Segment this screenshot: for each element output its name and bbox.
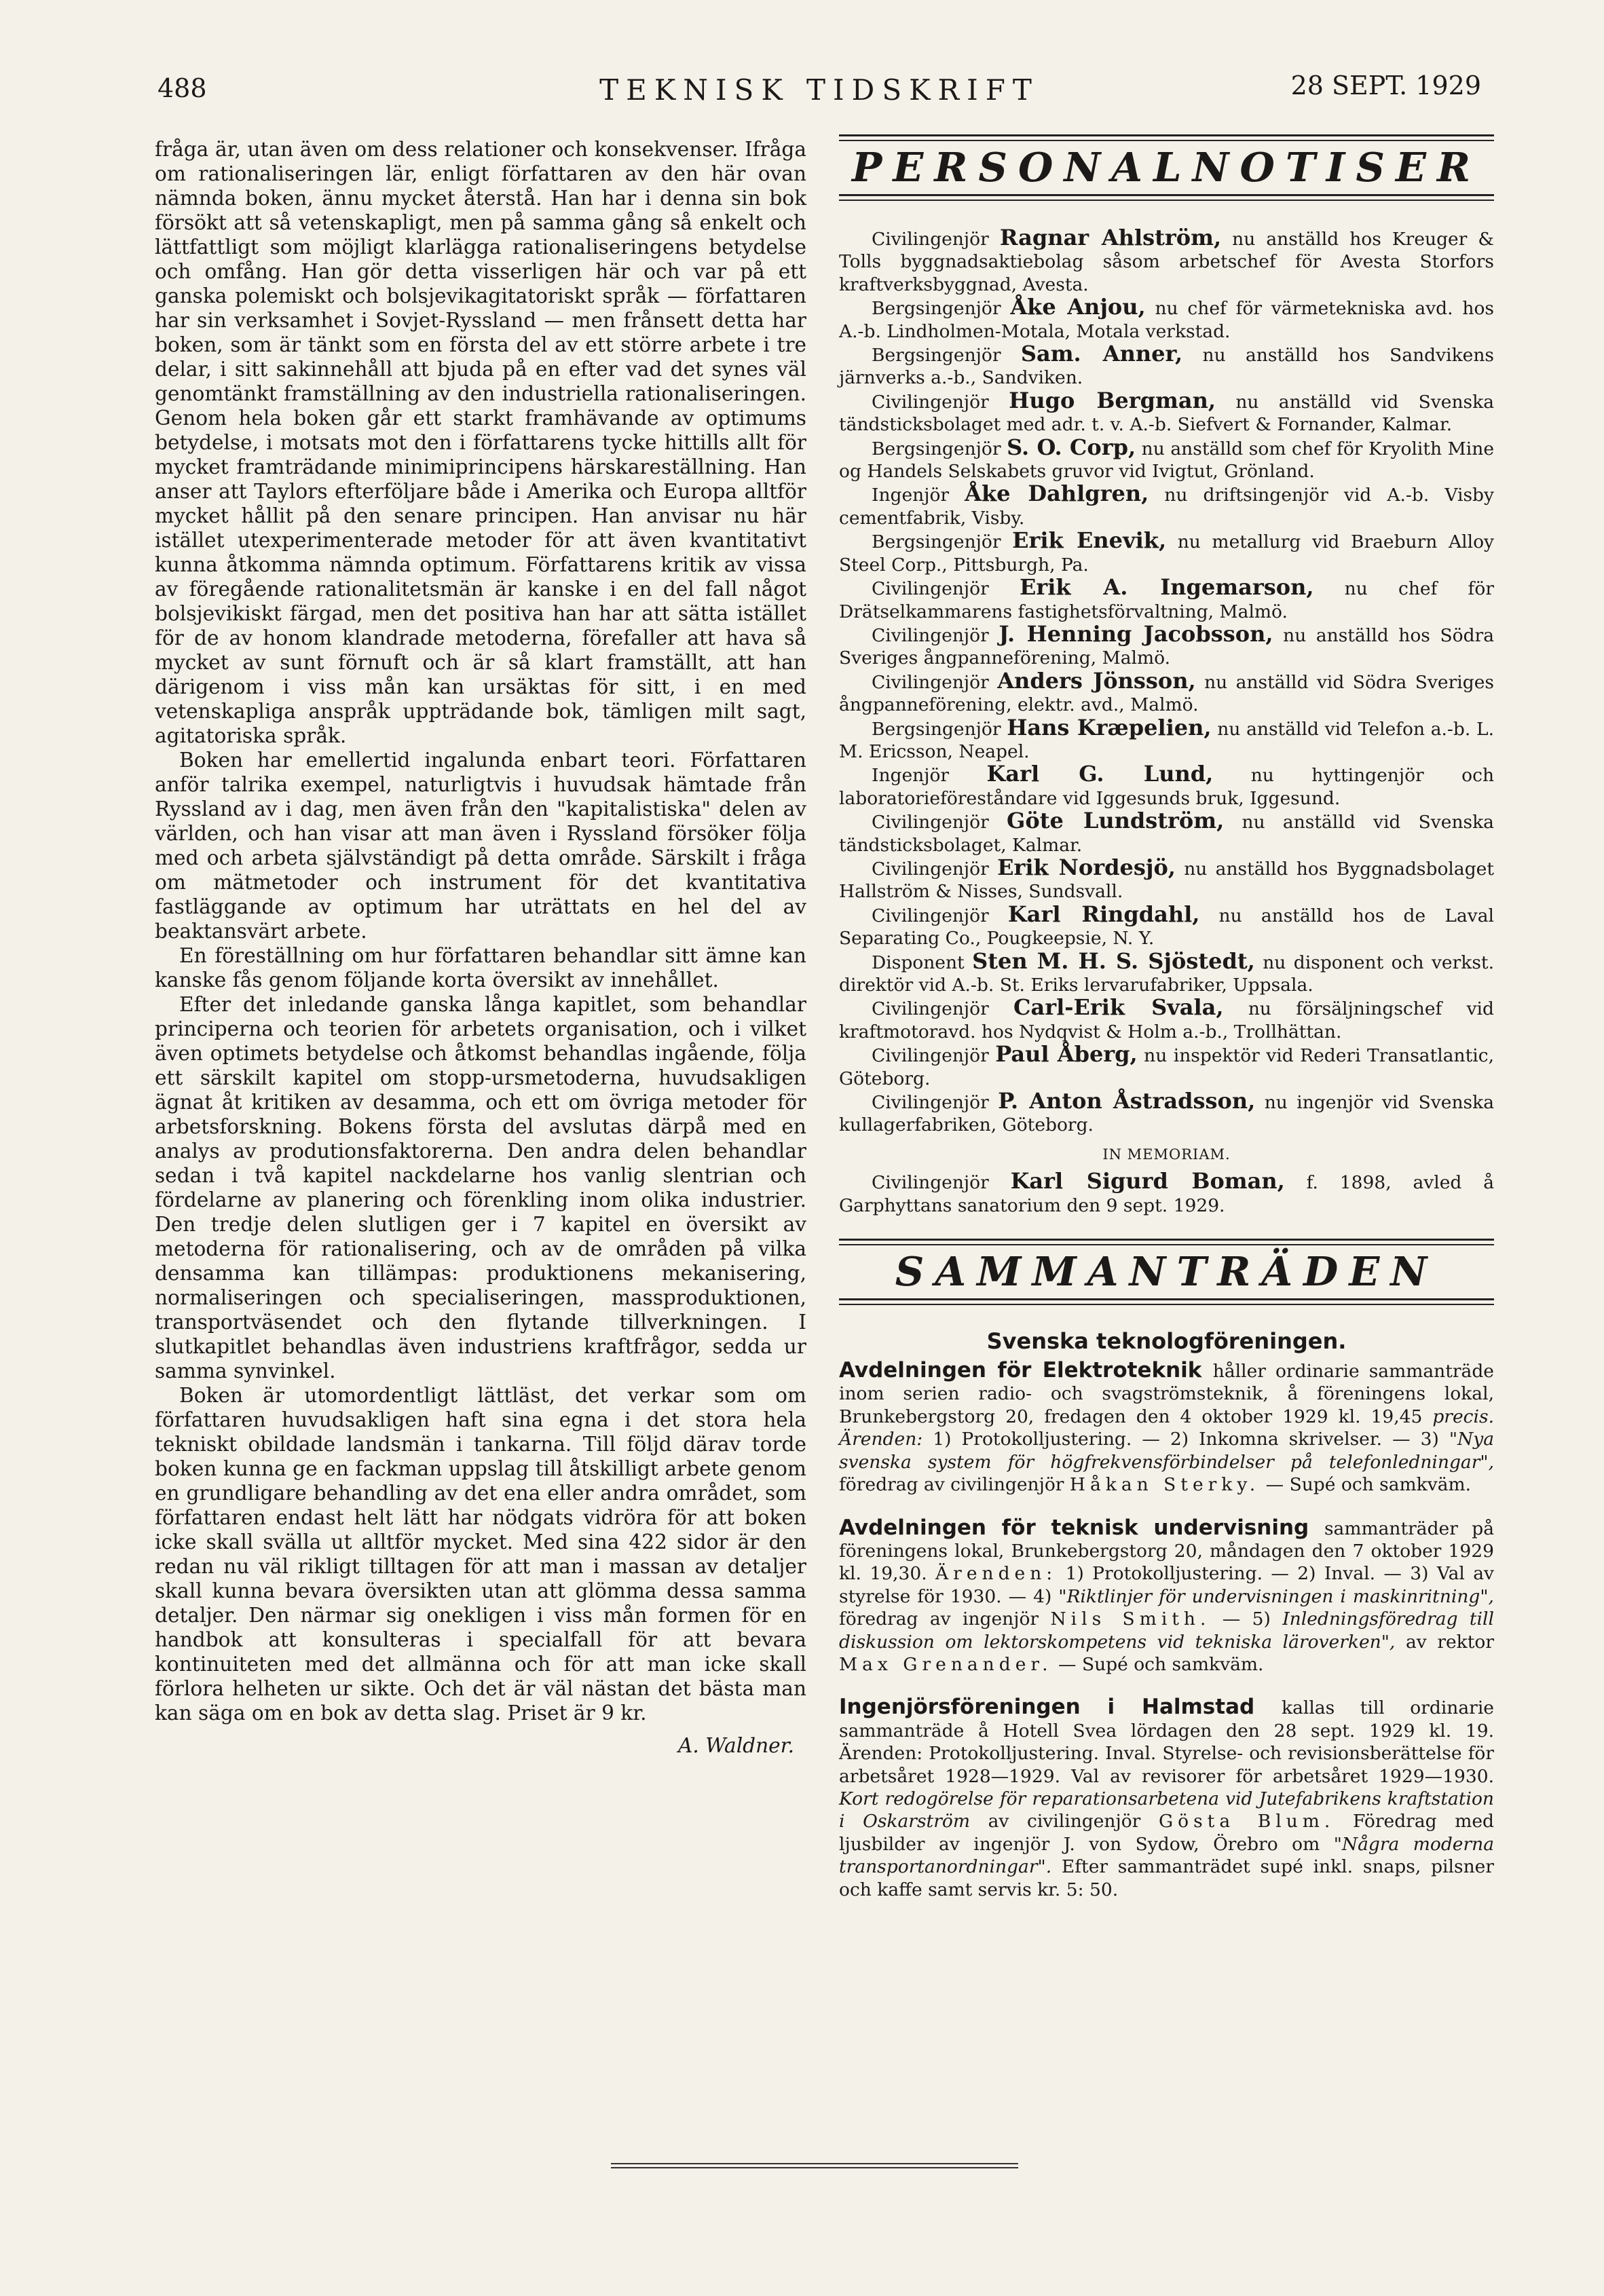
society-title: Svenska teknologföreningen. <box>986 1328 1347 1355</box>
personnel-notice-list <box>839 227 1494 1137</box>
meeting-text: Ärenden: <box>935 1563 1058 1585</box>
notice-name: Erik A. Ingemarson, <box>1019 574 1314 601</box>
notice-name: Erik Nordesjö, <box>997 854 1176 880</box>
heading-rule <box>839 194 1494 201</box>
heading-rule <box>839 134 1494 141</box>
notice-name: Ragnar Ahlström, <box>999 225 1222 250</box>
notice-title: Civilingenjör <box>872 1092 999 1114</box>
notice-name: Sam. Anner, <box>1020 341 1183 367</box>
notice-title: Civilingenjör <box>872 578 1020 600</box>
notice-title: Bergsingenjör <box>872 438 1007 459</box>
notice-text: nu disponent och verkst. direktör vid A.-b. St. Eriks lervarufabriker, Uppsala. <box>839 952 1494 996</box>
notice-title: Civilingenjör <box>872 998 1014 1020</box>
review-paragraph: En föreställning om hur författaren behandlar sitt ämne kan kanske fås genom följande korta översikt av innehållet. <box>155 944 806 992</box>
notice-name: J. Henning Jacobsson, <box>999 620 1273 647</box>
personnel-notice <box>839 854 1494 903</box>
personalnotiser-heading: PERSONALNOTISER <box>852 144 1481 191</box>
meeting-text: — 5) <box>1210 1608 1283 1630</box>
personnel-notice <box>839 227 1494 296</box>
meeting-text: — Supé och samkväm. <box>1260 1474 1472 1496</box>
notice-text: nu anställd hos Sandvikens järnverks a.-b., Sandviken. <box>839 345 1495 389</box>
review-paragraph: Boken har emellertid ingalunda enbart teori. Författaren anför talrika exempel, naturligtvis i huvudsak hämtade från Ryssland av i dag, men även från den "kapitalistiska" delen av världen, och han visar att man även i Ryssland försöker följa med och arbeta självständigt på detta område. Särskilt i fråga om mätmetoder och instrument för det kvantitativa fastläggande av optimum har uträttats en hel del av beaktansvärt arbete. <box>155 749 806 943</box>
notice-title: Disponent <box>872 952 973 973</box>
sammantraden-heading: SAMMANTRÄDEN <box>895 1248 1438 1296</box>
meeting-text: Max Grenander. <box>839 1653 1053 1675</box>
personnel-notice <box>839 436 1494 483</box>
notice-title: Civilingenjör <box>872 229 1000 250</box>
right-column <box>839 134 1494 1921</box>
meeting-organizer: Avdelningen för teknisk undervisning <box>839 1515 1324 1540</box>
notice-text: nu anställd vid Svenska tändsticksbolaget med adr. t. v. A.-b. Siefvert & Fornander, Kalmar. <box>839 391 1494 436</box>
review-paragraph: Boken är utomordentligt lättläst, det verkar som om författaren huvudsakligen haft sina egna i det stora hela tekniskt obildade landsmän i tankarna. Till följd därav torde boken kunna ge en fackman uppslag till åtskilligt arbete genom en grundligare behandling av det ena eller andra området, som författaren endast helt lätt har nödgats vidröra för att boken icke skall svälla ut alltför mycket. Med sina 422 sidor är den redan nu väl rikligt tilltagen för att man i massan av detaljer skall kunna bevara översikten utan att glömma dessa samma detaljer. Den närmar sig onekligen i viss mån formen för en handbok att konsulteras i specialfall för att bevara kontinuiteten med det allmänna och för att man icke skall förlora helheten ur sikte. Och det är väl nästan det bästa man kan säga om en bok av detta slag. Priset är 9 kr. <box>155 1384 806 1725</box>
meeting-organizer: Avdelningen för Elektroteknik <box>839 1358 1213 1383</box>
notice-text: nu anställd hos de Laval Separating Co., Pougkeepsie, N. Y. <box>839 905 1494 949</box>
notice-title: Civilingenjör <box>872 1045 996 1067</box>
meeting-text: "Några moderna transportanordningar". <box>839 1833 1494 1878</box>
notice-name: Göte Lundström, <box>1007 808 1225 834</box>
personnel-notice <box>839 483 1494 529</box>
notice-text: nu ingenjör vid Svenska kullagerfabriken, Göteborg. <box>839 1092 1494 1136</box>
notice-name: Hans Kræpelien, <box>1007 714 1212 740</box>
in-memoriam-label: IN MEMORIAM. <box>1102 1146 1231 1163</box>
personnel-notice <box>839 529 1494 576</box>
notice-name: S. O. Corp, <box>1007 434 1136 460</box>
personnel-notice <box>839 667 1494 717</box>
personnel-notice <box>839 387 1494 436</box>
notice-text: nu försäljningschef vid kraftmotoravd. hos Nydqvist & Holm a.-b., Trollhättan. <box>839 998 1494 1042</box>
notice-text: nu anställd hos Södra Sveriges ångpanneförening, Malmö. <box>839 624 1494 669</box>
notice-text: nu chef för värmetekniska avd. hos A.-b. Lindholmen-Motala, Motala verkstad. <box>839 298 1494 342</box>
meeting-text: Kort redogörelse för reparationsarbetena vid Jutefabrikens kraftstation i Oskarström <box>839 1788 1494 1832</box>
meeting-text: håller ordinarie sammanträde inom serien radio- och svagströmsteknik, å föreningens lokal, Brunkebergstorg 20, fredagen den 4 oktober 1929 kl. 19,45 <box>839 1361 1494 1427</box>
notice-text: nu anställd hos Kreuger & Tolls byggnadsaktiebolag såsom arbetschef för Avesta Storfors kraftverksbyggnad, Avesta. <box>839 229 1495 295</box>
notice-text: nu anställd som chef för Kryolith Mine og Handels Selskabets gruvor vid Ivigtut, Grönland. <box>839 438 1495 483</box>
meeting-text: 1) Protokolljustering. — 2) Inkomna skrivelser. — 3) <box>922 1429 1449 1450</box>
notice-name: Sten M. H. S. Sjöstedt, <box>972 947 1255 974</box>
personnel-notice <box>839 714 1494 764</box>
notice-text: nu chef för Drätselkammarens fastighetsförvaltning, Malmö. <box>839 578 1494 622</box>
notice-title: Civilingenjör <box>872 671 998 693</box>
notice-title: Civilingenjör <box>872 624 999 646</box>
memoriam-title: Civilingenjör <box>872 1172 1011 1194</box>
heading-rule <box>839 1239 1494 1245</box>
notice-text: nu metallurg vid Braeburn Alloy Steel Corp., Pittsburgh, Pa. <box>839 531 1494 576</box>
meeting-text: Inledningsföredrag till diskussion om lektorskompetens vid tekniska läroverken", <box>839 1608 1494 1653</box>
journal-title: TEKNISK TIDSKRIFT <box>599 73 1039 107</box>
notice-text: nu inspektör vid Rederi Transatlantic, Göteborg. <box>839 1045 1494 1089</box>
notice-title: Ingenjör <box>872 765 987 787</box>
memoriam-entry <box>839 1170 1494 1217</box>
notice-text: nu hyttingenjör och laboratorieföreståndare vid Iggesunds bruk, Iggesund. <box>839 765 1495 809</box>
meeting-text: 1) Protokolljustering. — 2) Inval. — 3) Val av styrelse för 1930. — 4) <box>839 1563 1495 1607</box>
notice-title: Ingenjör <box>872 485 965 506</box>
notice-title: Civilingenjör <box>872 905 1008 926</box>
review-paragraph: fråga är, utan även om dess relationer och konsekvenser. Ifråga om rationaliseringen lär, enligt författaren av den här ovan nämnda boken, ännu mycket återstå. Han har i denna sin bok försökt att så vetenskapligt, men på samma gång så enkelt och lättfattligt som möjligt klarlägga rationaliseringens betydelse och omfång. Han gör detta visserligen här och var på ett ganska polemiskt och bolsjevikagitatoriskt språk — författaren har sin verksamhet i Sovjet-Ryssland — men frånsett detta har boken, som är tänkt som en första del av ett större arbete i tre delar, i sitt sakinnehåll att bjuda på en efter vad det synes väl genomtänkt framställning av den industriella rationaliseringen. Genom hela boken går ett starkt framhävande av optimums betydelse, i motsats mot den i författarens tycke hittills allt för mycket framträdande minimiprincipens härskareställning. Han anser att Taylors efterföljare både i Amerika och Europa alltför mycket hållit på den senare principen. Han anvisar nu här istället utexperimenterade metoder för att även kvantitativt kunna åtkomma nämnda optimum. Författarens kritik av vissa av föregående rationalitetsmän är kanske i en del fall något bolsjevikiskt färgad, men det positiva han har att sätta istället för de av honom klandrade metoderna, förefaller att hava så mycket av sunt förnuft och är så klart framställt, att han därigenom i viss mån kan ursäktas för sitt, i en med vetenskapliga anspråk uppträdande bok, tämligen milt sagt, agitatoriska språk. <box>155 138 806 747</box>
meeting-text: Håkan Sterky. <box>1069 1474 1261 1496</box>
personnel-notice <box>839 1043 1494 1090</box>
notice-name: Erik Enevik, <box>1012 527 1167 554</box>
notice-text: nu anställd vid Telefon a.-b. L. M. Ericsson, Neapel. <box>839 718 1494 762</box>
closing-rule <box>611 2163 1018 2168</box>
meeting-text: av civilingenjör <box>969 1811 1159 1832</box>
notice-title: Civilingenjör <box>872 858 998 880</box>
book-review-column <box>155 137 806 1758</box>
meeting-text: av rektor <box>1395 1631 1495 1653</box>
meeting-notice <box>839 1696 1494 1901</box>
notice-name: Karl G. Lund, <box>986 761 1214 787</box>
meeting-text: kallas till ordinarie sammanträde å Hotell Svea lördagen den 28 sept. 1929 kl. 19. Ärenden: Protokolljustering. Inval. Styrelse- och revisionsberättelse för arbetsåret 1928—1929. Val av revisorer för arbetsåret 1929—1930. <box>839 1697 1494 1787</box>
personnel-notice <box>839 763 1494 810</box>
issue-date: 28 SEPT. 1929 <box>1290 71 1481 100</box>
memoriam-text: f. 1898, avled å Garphyttans sanatorium den 9 sept. 1929. <box>839 1172 1494 1216</box>
meeting-text: föredrag av ingenjör <box>839 1608 1051 1630</box>
notice-name: Åke Dahlgren, <box>965 481 1149 507</box>
personnel-notice <box>839 296 1494 343</box>
notice-title: Bergsingenjör <box>872 531 1013 553</box>
heading-rule <box>839 1298 1494 1305</box>
sammantraden-section <box>839 1239 1494 1901</box>
notice-title: Bergsingenjör <box>872 718 1007 740</box>
memoriam-name: Karl Sigurd Boman, <box>1010 1168 1285 1194</box>
meeting-text: sammanträder på föreningens lokal, Brunkebergstorg 20, måndagen den 7 oktober 1929 kl. 19,30. <box>839 1518 1494 1585</box>
meeting-text: Nils Smith. <box>1050 1608 1211 1630</box>
page-header <box>157 68 1481 115</box>
meeting-text: Föredrag med ljusbilder av ingenjör J. von Sydow, Örebro om <box>839 1811 1494 1855</box>
notice-text: nu anställd hos Byggnadsbolaget Hallström & Nisses, Sundsvall. <box>839 858 1494 903</box>
notice-text: nu driftsingenjör vid A.-b. Visby cementfabrik, Visby. <box>839 485 1494 529</box>
meeting-organizer: Ingenjörsföreningen i Halmstad <box>839 1695 1282 1720</box>
notice-name: Paul Åberg, <box>995 1041 1138 1068</box>
meeting-notice <box>839 1517 1494 1676</box>
meeting-text: föredrag av civilingenjör <box>839 1474 1070 1496</box>
personnel-notice <box>839 903 1494 950</box>
notice-title: Bergsingenjör <box>872 345 1021 366</box>
notice-name: Åke Anjou, <box>1010 294 1146 320</box>
meeting-list <box>839 1359 1494 1901</box>
personnel-notice <box>839 343 1494 390</box>
notice-title: Civilingenjör <box>872 812 1007 833</box>
notice-title: Bergsingenjör <box>872 298 1011 320</box>
review-signature: A. Waldner. <box>678 1734 794 1757</box>
notice-name: Karl Ringdahl, <box>1007 901 1200 927</box>
notice-title: Civilingenjör <box>872 391 1009 413</box>
notice-text: nu anställd vid Södra Sveriges ångpanneförening, elektr. avd., Malmö. <box>839 671 1494 716</box>
notice-name: Carl-Erik Svala, <box>1013 994 1224 1021</box>
meeting-text: precis. Ärenden: <box>839 1406 1494 1450</box>
personnel-notice <box>839 947 1494 997</box>
personnel-notice <box>839 576 1494 623</box>
personnel-notice <box>839 620 1494 670</box>
personnel-notice <box>839 1090 1494 1137</box>
notice-name: Hugo Bergman, <box>1009 387 1216 413</box>
meeting-text: Efter sammanträdet supé inkl. snaps, pilsner och kaffe samt servis kr. 5: 50. <box>839 1856 1494 1900</box>
notice-name: Anders Jönsson, <box>997 667 1196 694</box>
meeting-notice <box>839 1359 1494 1496</box>
review-paragraph: Efter det inledande ganska långa kapitlet, som behandlar principerna och teorien för arbetets organisation, och i vilket även optimets betydelse och åtkomst behandlas ingående, följa ett särskilt kapitel om stopp-ursmetoderna, huvudsakligen ägnat åt kritiken av desamma, och ett om övriga metoder för arbetsforskning. Bokens första del avslutas därpå med en analys av produtionsfaktorerna. Den andra delen behandlar sedan i två kapitel nackdelarne hos vanlig slentrian och fördelarne av planering och förenkling inom olika industrier. Den tredje delen slutligen ger i 7 kapitel en översikt av metoderna för rationalisering, och av de områden på vilka densamma kan tillämpas: produktionens mekanisering, normaliseringen och specialiseringen, massproduktionen, transportväsendet och den flytande tillverkningen. I slutkapitlet behandlas även industriens kraftfrågor, sedda ur samma synvinkel. <box>155 993 806 1382</box>
personnel-notice <box>839 996 1494 1043</box>
page-number: 488 <box>157 73 207 103</box>
notice-text: nu anställd vid Svenska tändsticksbolaget, Kalmar. <box>839 812 1494 856</box>
meeting-text: Gösta Blum. <box>1158 1811 1335 1832</box>
notice-name: P. Anton Åstradsson, <box>998 1088 1256 1114</box>
meeting-text: "Riktlinjer för undervisningen i maskinritning", <box>1058 1585 1494 1607</box>
meeting-text: — Supé och samkväm. <box>1052 1653 1264 1675</box>
personnel-notice <box>839 810 1494 857</box>
meeting-text: "Nya svenska system för högfrekvensförbindelser på telefonledningar", <box>839 1429 1494 1473</box>
